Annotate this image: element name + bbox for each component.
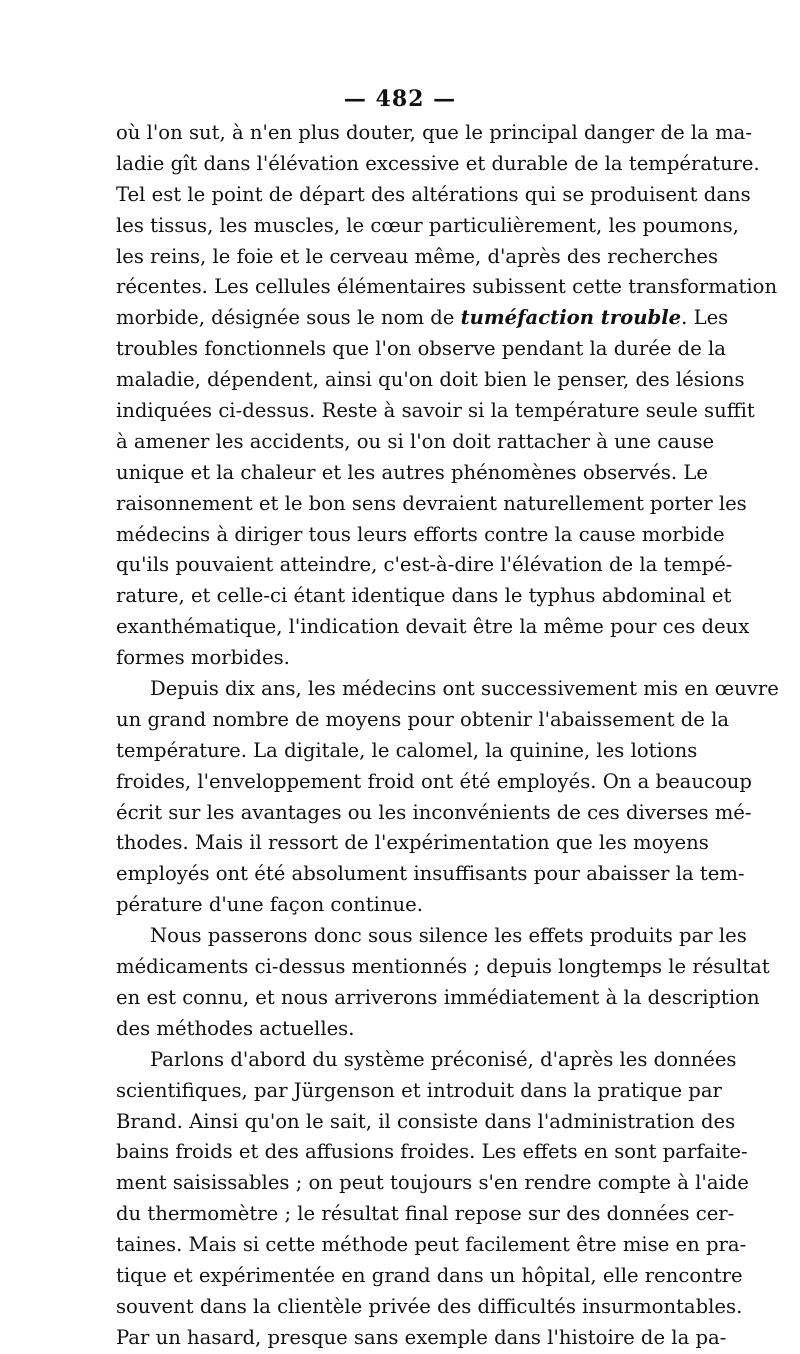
text-line-segment: . Les: [681, 306, 729, 330]
text-line: tique et expérimentée en grand dans un hôpital, elle rencontre: [116, 1263, 743, 1287]
text-line: [116, 303, 729, 334]
text-line: Par un hasard, presque sans exemple dans l'histoire de la pa-: [116, 1325, 727, 1349]
text-line: Nous passerons donc sous silence les effets produits par les: [150, 924, 747, 948]
text-line: scientifiques, par Jürgenson et introduit dans la pratique par: [116, 1078, 722, 1102]
text-line: unique et la chaleur et les autres phénomènes observés. Le: [116, 460, 708, 484]
text-line: rature, et celle-ci étant identique dans le typhus abdominal et: [116, 584, 732, 608]
text-line: des méthodes actuelles.: [116, 1016, 355, 1040]
text-line: les reins, le foie et le cerveau même, d'après des recherches: [116, 244, 719, 268]
text-line: Parlons d'abord du système préconisé, d'après les données: [150, 1047, 737, 1071]
text-line: température. La digitale, le calomel, la quinine, les lotions: [116, 738, 698, 762]
emphasized-term: tuméfaction trouble: [460, 306, 682, 330]
text-line: en est connu, et nous arriverons immédiatement à la description: [116, 985, 760, 1009]
text-line: médecins à diriger tous leurs efforts contre la cause morbide: [116, 522, 725, 546]
text-line: un grand nombre de moyens pour obtenir l'abaissement de la: [116, 707, 730, 731]
text-line: bains froids et des affusions froides. Les effets en sont parfaite-: [116, 1140, 748, 1164]
text-line: à amener les accidents, ou si l'on doit rattacher à une cause: [116, 429, 715, 453]
text-line: Brand. Ainsi qu'on le sait, il consiste dans l'administration des: [116, 1109, 736, 1133]
text-line: troubles fonctionnels que l'on observe pendant la durée de la: [116, 337, 726, 361]
text-line: indiquées ci-dessus. Reste à savoir si la température seule suffit: [116, 399, 755, 423]
text-line: exanthématique, l'indication devait être la même pour ces deux: [116, 615, 750, 639]
text-line: maladie, dépendent, ainsi qu'on doit bien le penser, des lésions: [116, 368, 745, 392]
text-line: Depuis dix ans, les médecins ont successivement mis en œuvre: [150, 677, 779, 701]
text-line: froides, l'enveloppement froid ont été employés. On a beaucoup: [116, 769, 752, 793]
text-line: du thermomètre ; le résultat final repose sur des données cer-: [116, 1202, 735, 1226]
text-line: Tel est le point de départ des altérations qui se produisent dans: [116, 182, 751, 206]
body-text: [116, 118, 779, 1354]
text-line: ladie gît dans l'élévation excessive et durable de la température.: [116, 151, 760, 175]
text-line: formes morbides.: [116, 646, 290, 670]
text-line: souvent dans la clientèle privée des difficultés insurmontables.: [116, 1294, 743, 1318]
text-line-segment: morbide, désignée sous le nom de: [116, 306, 461, 330]
text-line: taines. Mais si cette méthode peut facilement être mise en pra-: [116, 1233, 747, 1257]
text-line: où l'on sut, à n'en plus douter, que le principal danger de la ma-: [116, 121, 752, 144]
text-line: récentes. Les cellules élémentaires subissent cette transformation: [116, 275, 778, 299]
text-line: ment saisissables ; on peut toujours s'en rendre compte à l'aide: [116, 1171, 749, 1195]
text-line: les tissus, les muscles, le cœur particulièrement, les poumons,: [116, 213, 739, 237]
text-line: thodes. Mais il ressort de l'expérimentation que les moyens: [116, 831, 709, 855]
text-line: médicaments ci-dessus mentionnés ; depuis longtemps le résultat: [116, 955, 770, 979]
text-line: employés ont été absolument insuffisants pour abaisser la tem-: [116, 862, 745, 886]
text-line: qu'ils pouvaient atteindre, c'est-à-dire l'élévation de la tempé-: [116, 553, 733, 577]
text-line: écrit sur les avantages ou les inconvénients de ces diverses mé-: [116, 800, 752, 824]
text-line: raisonnement et le bon sens devraient naturellement porter les: [116, 491, 747, 515]
page-number: — 482 —: [343, 86, 457, 112]
text-line: pérature d'une façon continue.: [116, 893, 424, 917]
